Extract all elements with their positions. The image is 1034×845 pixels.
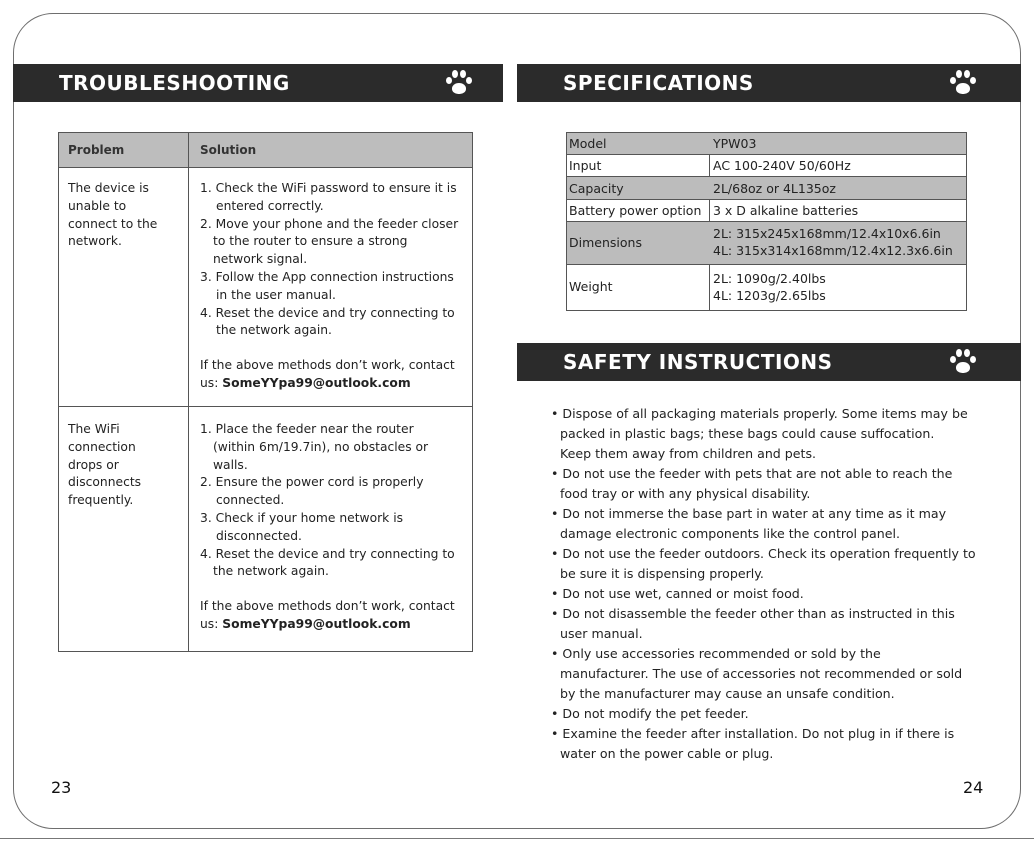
spec-value: AC 100-240V 50/60Hz bbox=[713, 158, 851, 173]
solution-line: 3. Check if your home network is bbox=[200, 510, 404, 525]
safety-line: • Do not use the feeder with pets that are not able to reach the bbox=[551, 466, 953, 481]
page-number-left: 23 bbox=[51, 778, 72, 797]
specifications-title: SPECIFICATIONS bbox=[563, 71, 754, 95]
contact-line bbox=[200, 375, 458, 393]
troubleshooting-table bbox=[58, 132, 473, 652]
safety-header bbox=[517, 343, 1021, 381]
safety-line: • Examine the feeder after installation. Do not plug in if there is bbox=[551, 726, 955, 741]
contact-prefix: us: bbox=[200, 616, 223, 631]
solution-line: disconnected. bbox=[216, 528, 302, 543]
problem-line: connect to the bbox=[68, 216, 158, 231]
safety-line: damage electronic components like the control panel. bbox=[560, 526, 900, 541]
spec-value: 4L: 1203g/2.65lbs bbox=[713, 288, 826, 303]
problem-line: connection bbox=[68, 439, 136, 454]
problem-line: The WiFi bbox=[68, 422, 120, 436]
spec-key: Capacity bbox=[569, 181, 624, 196]
spec-value: 4L: 315x314x168mm/12.4x12.3x6.6in bbox=[713, 243, 953, 258]
paw-icon bbox=[950, 68, 976, 96]
spec-value: 2L/68oz or 4L135oz bbox=[713, 181, 836, 196]
solution-line: the network again. bbox=[216, 323, 332, 338]
solution-line: 4. Reset the device and try connecting to bbox=[200, 546, 455, 561]
spec-row-dimensions bbox=[567, 222, 966, 265]
spec-key: Battery power option bbox=[569, 203, 702, 218]
safety-line: be sure it is dispensing properly. bbox=[560, 566, 764, 581]
problem-line: The device is bbox=[68, 181, 149, 195]
safety-line: • Do not disassemble the feeder other than as instructed in this bbox=[551, 606, 955, 621]
safety-instructions bbox=[551, 404, 976, 764]
safety-line: Keep them away from children and pets. bbox=[560, 446, 817, 461]
spec-value: 3 x D alkaline batteries bbox=[713, 203, 859, 218]
solution-line: entered correctly. bbox=[216, 198, 324, 213]
spec-value: YPW03 bbox=[713, 136, 757, 151]
safety-line: packed in plastic bags; these bags could cause suffocation. bbox=[560, 426, 935, 441]
problem-line: drops or bbox=[68, 457, 119, 472]
solution-line: network signal. bbox=[213, 252, 308, 267]
troubleshooting-title: TROUBLESHOOTING bbox=[59, 71, 290, 95]
spec-row-capacity bbox=[567, 177, 966, 200]
contact-line bbox=[200, 616, 455, 634]
safety-line: • Do not immerse the base part in water at any time as it may bbox=[551, 506, 947, 521]
solution-line: the network again. bbox=[213, 564, 329, 579]
table-row-solution bbox=[200, 180, 458, 393]
problem-line: network. bbox=[68, 234, 122, 249]
paw-icon bbox=[950, 347, 976, 375]
row-divider bbox=[59, 406, 472, 407]
safety-line: • Dispose of all packaging materials properly. Some items may be bbox=[551, 406, 968, 421]
safety-line: by the manufacturer may cause an unsafe condition. bbox=[560, 686, 895, 701]
spec-row-model bbox=[567, 133, 966, 155]
spec-key: Dimensions bbox=[569, 235, 642, 250]
paw-icon bbox=[446, 68, 472, 96]
table-row-solution bbox=[200, 421, 455, 634]
page-number-right: 24 bbox=[963, 778, 984, 797]
solution-line: 1. Check the WiFi password to ensure it is bbox=[200, 181, 457, 195]
specifications-table bbox=[566, 132, 967, 311]
safety-title: SAFETY INSTRUCTIONS bbox=[563, 350, 833, 374]
table-row-problem bbox=[68, 421, 141, 510]
solution-line: walls. bbox=[213, 457, 248, 472]
safety-line: • Do not use wet, canned or moist food. bbox=[551, 586, 804, 601]
solution-line: 2. Move your phone and the feeder closer bbox=[200, 216, 459, 231]
safety-line: food tray or with any physical disability. bbox=[560, 486, 811, 501]
problem-header: Problem bbox=[68, 143, 125, 157]
note-line: If the above methods don’t work, contact bbox=[200, 599, 455, 614]
spec-row-battery bbox=[567, 200, 966, 222]
troubleshooting-header bbox=[13, 64, 503, 102]
solution-line: to the router to ensure a strong bbox=[213, 234, 408, 249]
spec-value: 2L: 315x245x168mm/12.4x10x6.6in bbox=[713, 226, 941, 241]
solution-line: 4. Reset the device and try connecting to bbox=[200, 305, 455, 320]
email-address: SomeYYpa99@outlook.com bbox=[222, 375, 411, 390]
solution-line: connected. bbox=[216, 493, 285, 508]
safety-line: manufacturer. The use of accessories not recommended or sold bbox=[560, 666, 963, 681]
spec-row-input bbox=[567, 155, 966, 177]
spec-key: Model bbox=[569, 136, 607, 151]
problem-line: unable to bbox=[68, 198, 127, 213]
spec-key: Weight bbox=[569, 279, 613, 294]
solution-header: Solution bbox=[200, 143, 257, 157]
table-header bbox=[59, 133, 472, 168]
column-divider bbox=[188, 133, 189, 651]
safety-line: • Do not modify the pet feeder. bbox=[551, 706, 749, 721]
problem-line: disconnects bbox=[68, 475, 142, 490]
note-line: If the above methods don’t work, contact bbox=[200, 358, 455, 373]
specifications-header bbox=[517, 64, 1021, 102]
bottom-rule bbox=[0, 838, 1034, 839]
safety-line: user manual. bbox=[560, 626, 643, 641]
solution-line: in the user manual. bbox=[216, 287, 336, 302]
problem-line: frequently. bbox=[68, 493, 134, 508]
contact-prefix: us: bbox=[200, 375, 223, 390]
table-row-problem bbox=[68, 180, 157, 251]
solution-line: 3. Follow the App connection instructions bbox=[200, 269, 454, 284]
spec-key: Input bbox=[569, 158, 602, 173]
solution-line: 2. Ensure the power cord is properly bbox=[200, 475, 424, 490]
safety-line: water on the power cable or plug. bbox=[560, 746, 774, 761]
safety-line: • Only use accessories recommended or sold by the bbox=[551, 646, 881, 661]
spec-value: 2L: 1090g/2.40lbs bbox=[713, 271, 826, 286]
solution-line: (within 6m/19.7in), no obstacles or bbox=[213, 439, 429, 454]
solution-line: 1. Place the feeder near the router bbox=[200, 422, 414, 436]
email-address: SomeYYpa99@outlook.com bbox=[222, 616, 411, 631]
spec-row-weight bbox=[567, 265, 966, 310]
safety-line: • Do not use the feeder outdoors. Check its operation frequently to bbox=[551, 546, 976, 561]
